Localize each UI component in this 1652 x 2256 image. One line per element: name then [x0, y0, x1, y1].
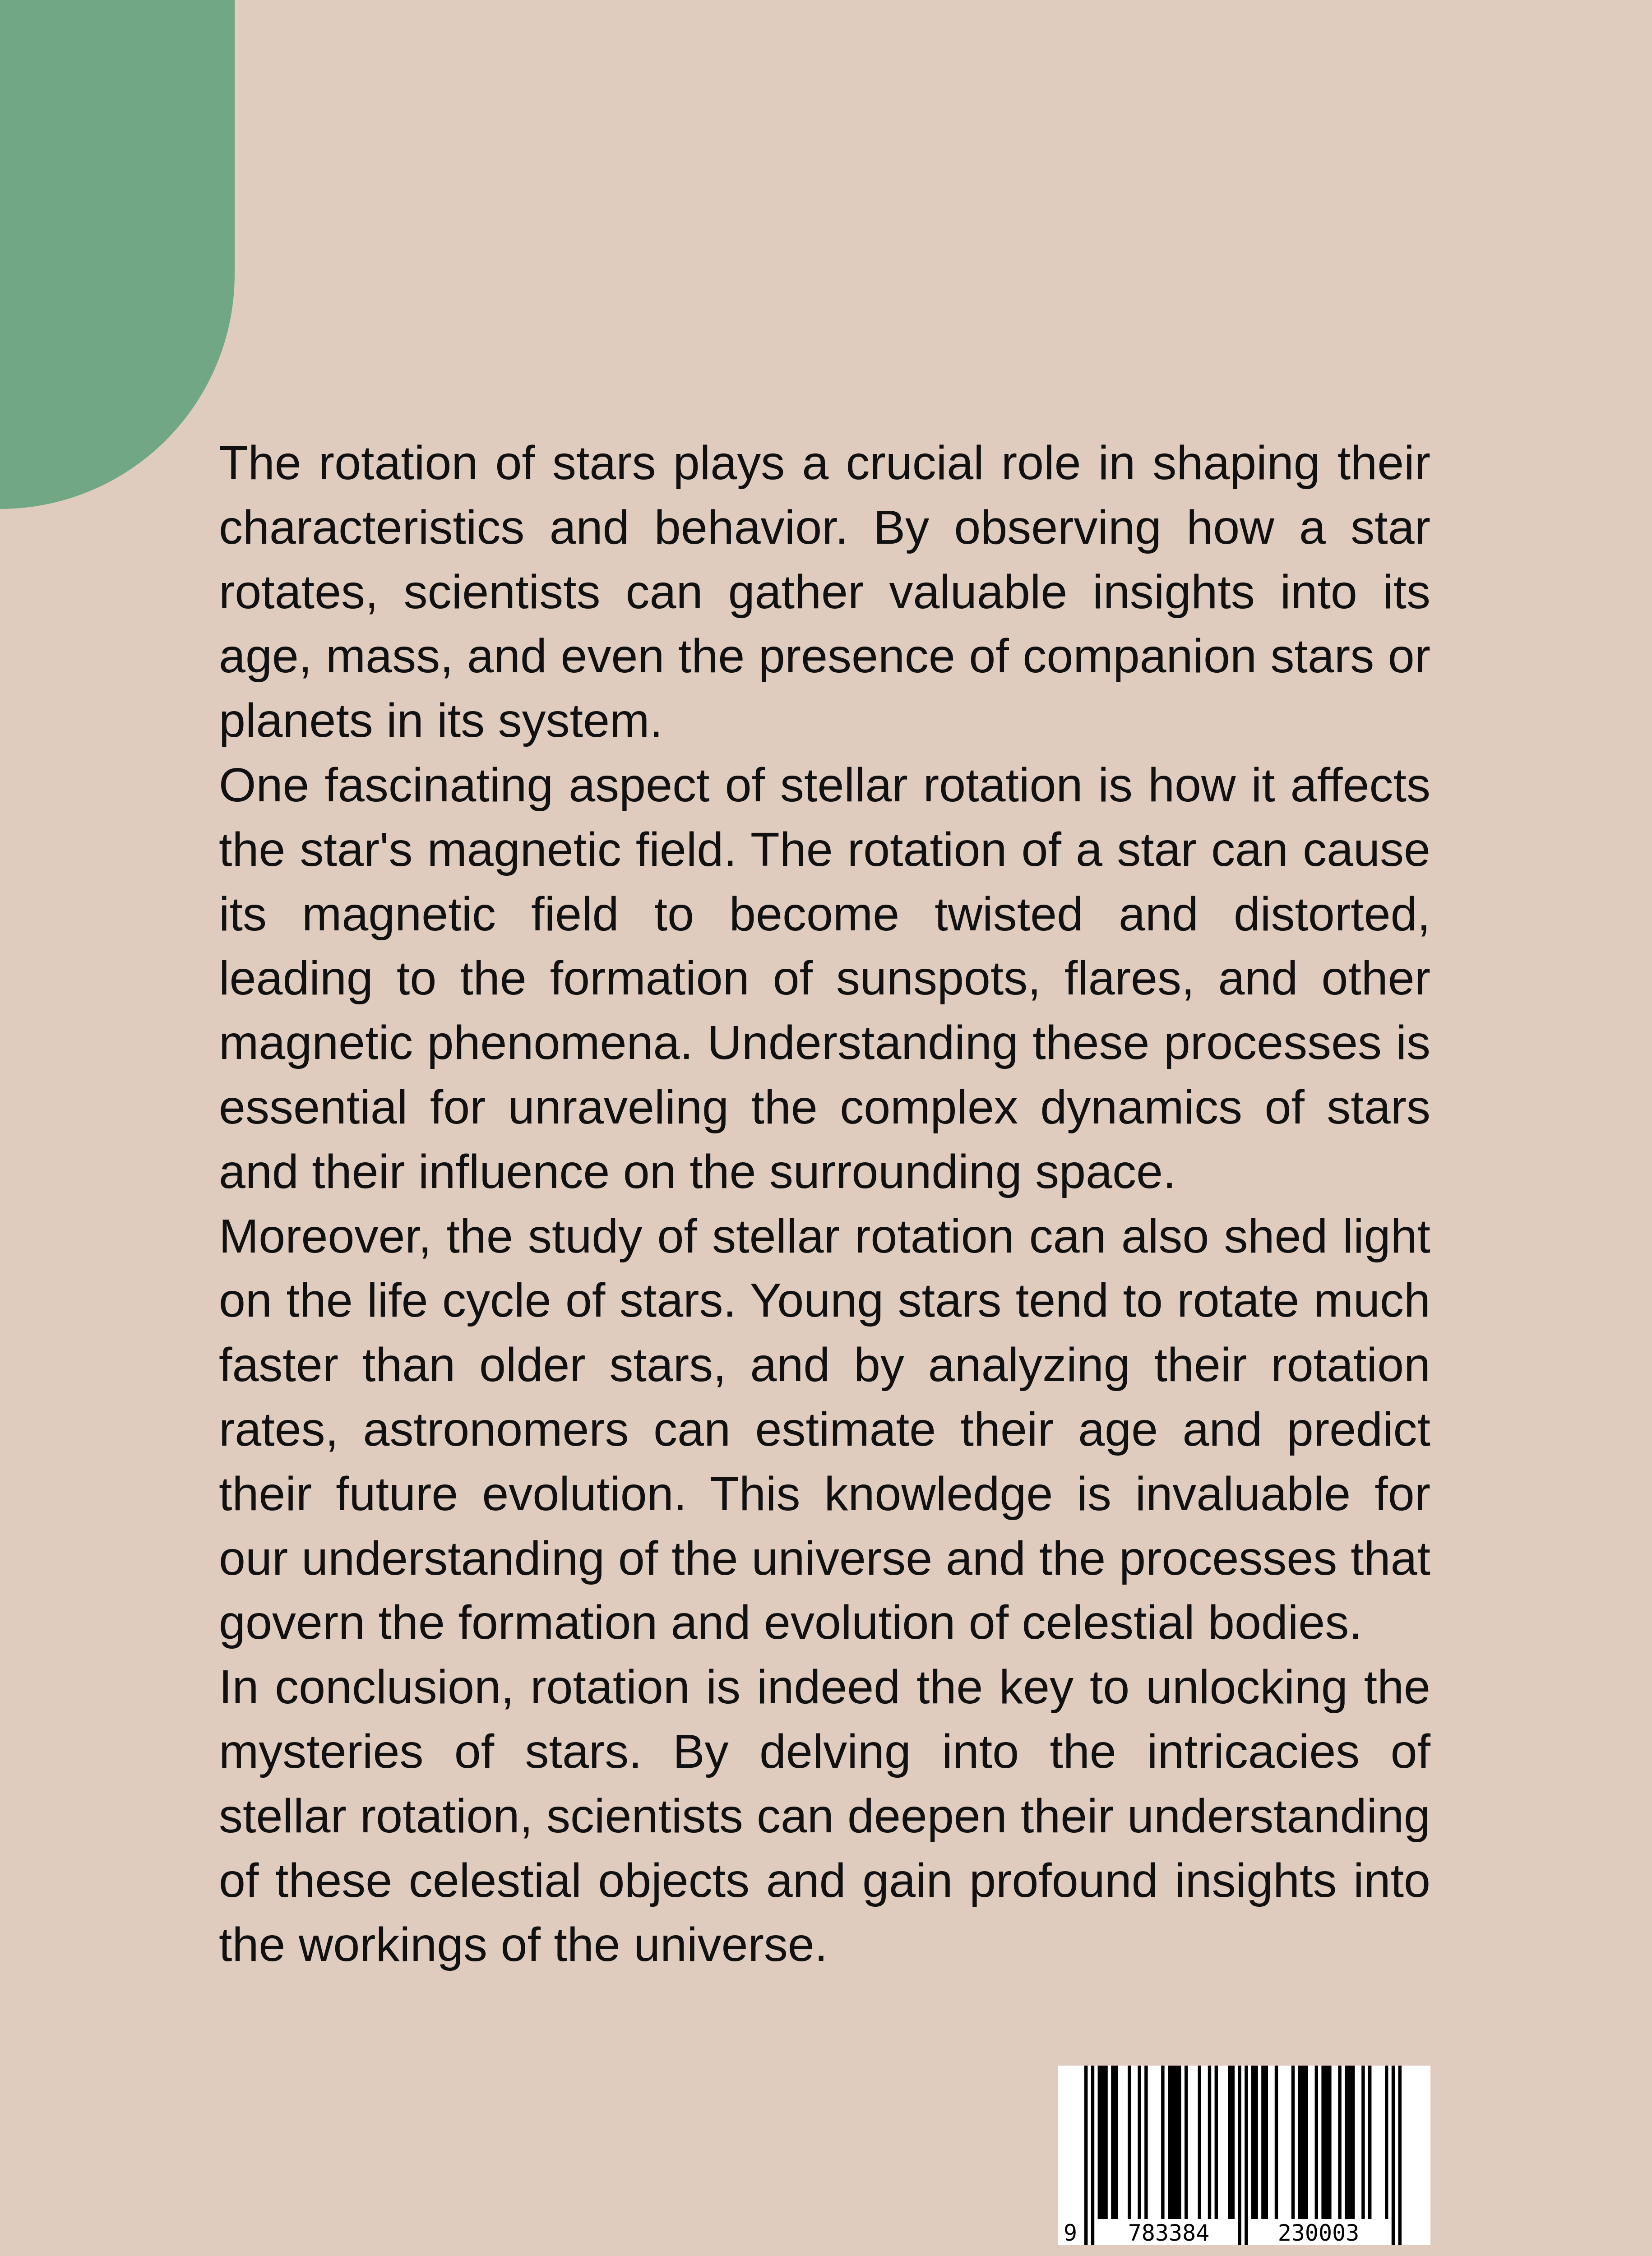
barcode-left-digits: 783384: [1128, 2220, 1210, 2245]
barcode-bar: [1338, 2066, 1341, 2219]
barcode-guard-bar: [1245, 2066, 1248, 2245]
barcode-bar: [1144, 2066, 1148, 2219]
barcode-bar: [1298, 2066, 1308, 2219]
barcode-bar: [1168, 2066, 1181, 2219]
barcode-lead-digit: 9: [1064, 2220, 1078, 2245]
corner-accent-shape: [0, 0, 235, 509]
blurb-text: [219, 431, 1430, 1977]
barcode-bar: [1161, 2066, 1164, 2219]
barcode-guard-bar: [1238, 2066, 1241, 2245]
barcode-bar: [1198, 2066, 1201, 2219]
isbn-barcode: [1058, 2066, 1430, 2245]
barcode-bar: [1275, 2066, 1278, 2219]
barcode-bar: [1251, 2066, 1258, 2219]
barcode-bar: [1098, 2066, 1108, 2219]
barcode-bar: [1345, 2066, 1355, 2219]
barcode-bar: [1185, 2066, 1188, 2219]
barcode-bar: [1128, 2066, 1131, 2219]
barcode-right-digits: 230003: [1277, 2220, 1360, 2245]
blurb-paragraph: In conclusion, rotation is indeed the key to unlocking the mysteries of stars. By delving into the intricacies of stellar rotation, scientists can deepen their understanding of these celestial objects and gain profound insights into the workings of the universe.: [219, 1660, 1430, 1972]
barcode-guard-bar: [1398, 2066, 1402, 2245]
barcode-bars: [1084, 2066, 1402, 2245]
barcode-bar: [1111, 2066, 1118, 2219]
barcode-bar: [1261, 2066, 1268, 2219]
blurb-paragraph: Moreover, the study of stellar rotation can also shed light on the life cycle of stars. Young stars tend to rotate much faster than older stars, and by analyzing their rotation rates, astronomers can estimate their age and predict their future evolution. This knowledge is invaluable for our understanding of the universe and the processes that govern the formation and evolution of celestial bodies.: [219, 1209, 1430, 1650]
barcode-bar: [1291, 2066, 1295, 2219]
blurb-paragraph: One fascinating aspect of stellar rotation is how it affects the star's magnetic field. The rotation of a star can cause its magnetic field to become twisted and distorted, leading to the formation of sunspots, flares, and other magnetic phenomena. Understanding these processes is essential for unraveling the complex dynamics of stars and their influence on the surrounding space.: [219, 758, 1430, 1198]
barcode-bar: [1361, 2066, 1365, 2219]
barcode-guard-bar: [1091, 2066, 1094, 2245]
barcode-bar: [1228, 2066, 1235, 2219]
barcode-bar: [1368, 2066, 1371, 2219]
blurb-paragraph: The rotation of stars plays a crucial role in shaping their characteristics and behavior. By observing how a star rotates, scientists can gather valuable insights into its age, mass, and even the presence of companion stars or planets in its system.: [219, 436, 1430, 748]
barcode-graphic: [1058, 2066, 1430, 2245]
barcode-bar: [1315, 2066, 1318, 2219]
barcode-bar: [1385, 2066, 1388, 2219]
barcode-bar: [1208, 2066, 1211, 2219]
barcode-guard-bar: [1084, 2066, 1087, 2245]
barcode-bar: [1138, 2066, 1141, 2219]
barcode-bar: [1215, 2066, 1218, 2219]
barcode-bar: [1321, 2066, 1331, 2219]
barcode-guard-bar: [1392, 2066, 1395, 2245]
